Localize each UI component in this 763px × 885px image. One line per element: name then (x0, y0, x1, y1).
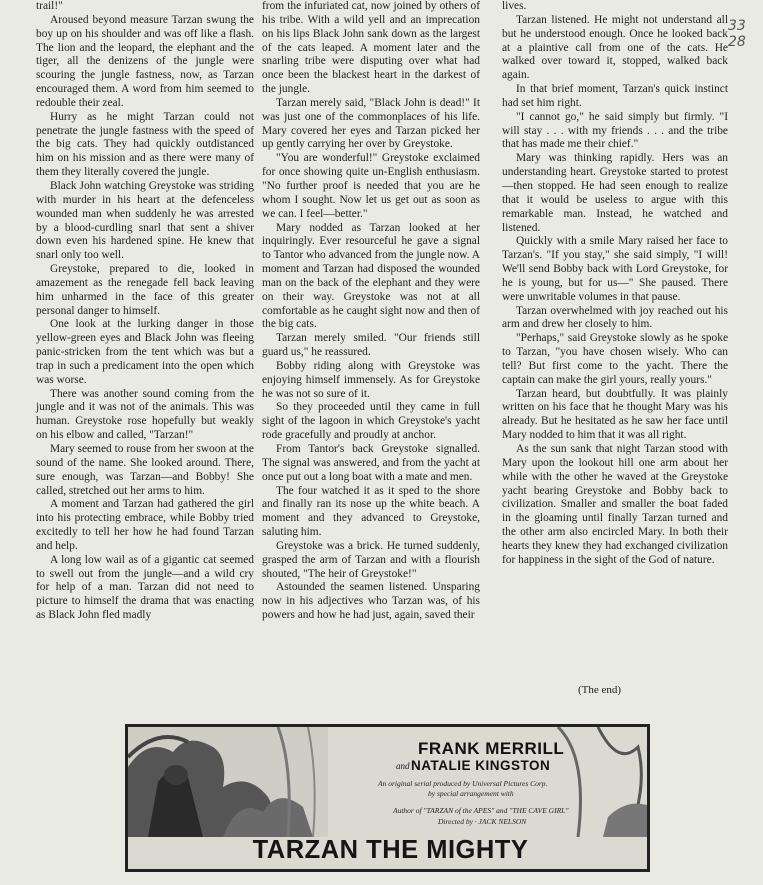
paragraph: lives. (502, 0, 527, 12)
paragraph: A moment and Tarzan had gathered the girl into his protecting embrace, while Bobby tried excitedly to tell her how he had found Tarzan and help. (36, 498, 254, 552)
paragraph: Mary seemed to rouse from her swoon at the sound of the name. She looked around. There, sure enough, was Tarzan—and Bobby! She called, stretched out her arms to him. (36, 443, 254, 497)
paragraph: There was another sound coming from the jungle and it was not of the animals. This was human. Greystoke rose hopefully but weakly on his elbow and called, "Tarzan!" (36, 387, 254, 442)
paragraph: Black John watching Greystoke was striding with murder in his heart at the defenceless wounded man when suddenly he was arrested by a blood-curdling snarl that sent a shiver down even his hardened spine. He knew that snarl only too well. (36, 179, 254, 262)
paragraph: So they proceeded until they came in full sight of the lagoon in which Greystoke's yacht rode gracefully and proudly at anchor. (262, 401, 480, 442)
paragraph: A long low wail as of a gigantic cat seemed to swell out from the jungle—and a wild cry for help of a man. Tarzan did not need to picture to himself the drama that was enacting as Black John fled madly (36, 553, 254, 622)
paragraph: From Tantor's back Greystoke signalled. The signal was answered, and from the yacht at once put out a long boat with a mate and men. (262, 443, 480, 483)
paragraph: Mary nodded as Tarzan looked at her inquiringly. Ever resourceful he gave a signal to Tantor who advanced from the jungle now. A moment and Tarzan had disposed the wounded man on the back of the elephant and they were on their way. Greystoke was not at all comfortable as he caught sight now and then of the big cats. (262, 221, 480, 331)
paragraph: "You are wonderful!" Greystoke exclaimed for once showing quite un-English enthusiasm. "No further proof is needed that you are he whom I sought. Now let us get out as soon as we can. I feel—better." (262, 152, 480, 220)
paragraph: The four watched it as it sped to the shore and finally ran its nose up the white beach. A moment and they advanced to Greystoke, saluting him. (262, 484, 480, 539)
director-credit: Directed by · JACK NELSON (438, 817, 527, 826)
star-name-frank-merrill: FRANK MERRILL (418, 739, 565, 758)
paragraph: from the infuriated cat, now joined by others of his tribe. With a wild yell and an imprecation on his lips Black John sank down as the largest of the cats leaped. A moment later and the snarling tribe were disputing over what had once been the blackest heart in the darkest of the jungle. (262, 0, 480, 96)
paragraph: Tarzan listened. He might not understand all but he understood enough. Once he looked back at a plaintive call from one of the cats. He walked over toward it, stopped, walked back again. (502, 13, 728, 82)
paragraph: Aroused beyond measure Tarzan swung the boy up on his shoulder and was off like a flash. The lion and the leopard, the elephant and the tiger, all the denizens of the jungle were scouring the jungle fastness, now, as Tarzan encouraged them. A word from him seemed to redouble their zeal. (36, 13, 254, 109)
paragraph: Tarzan heard, but doubtfully. It was plainly written on his face that he thought Mary was his already. But he hesitated as he saw her face until Mary nodded to him that it was all right. (502, 387, 728, 442)
paragraph: Bobby riding along with Greystoke was enjoying himself immensely. As for Greystoke he was not so sure of it. (262, 359, 480, 400)
author-credit: Author of "TARZAN of the APES" and "THE CAVE GIRL" (393, 806, 569, 815)
paragraph: Astounded the seamen listened. Unsparing now in his adjectives who Tarzan was, of his powers and how he had just, again, saved their (262, 581, 480, 622)
the-end-label: (The end) (578, 684, 622, 696)
text-column-3 (502, 0, 728, 568)
producer-credit: An original serial produced by Universal Pictures Corp. (378, 779, 548, 788)
paragraph: Greystoke, prepared to die, looked in amazement as the renegade fell back leaving him unharmed in the face of this greater personal danger to himself. (36, 263, 254, 317)
paragraph: Tarzan merely said, "Black John is dead!" It was just one of the commonplaces of his life. Mary covered her eyes and Tarzan picked her up gently carrying her over by Greystoke. (262, 96, 480, 151)
text-column-2 (262, 0, 480, 623)
and-label: and (396, 761, 410, 771)
pencil-page-note: 33 28 (728, 18, 746, 50)
star-name-natalie-kingston: NATALIE KINGSTON (411, 758, 551, 773)
film-advertisement (125, 724, 650, 872)
paragraph: Tarzan overwhelmed with joy reached out his arm and drew her closely to him. (502, 304, 728, 331)
jungle-illustration (128, 727, 328, 837)
paragraph: Tarzan merely smiled. "Our friends still guard us," he reassured. (262, 332, 480, 359)
paragraph: As the sun sank that night Tarzan stood with Mary upon the lookout hill one arm about her while with the other he waved at the Greystoke yacht bearing Greystoke and Bobby back to civilization. Smaller and smaller the boat faded in the gloaming until finally Tarzan turned and the other arm also encircled Mary. In both their hearts they knew they had exchanged civilization for happiness in the sight of the God of nature. (502, 443, 728, 566)
paragraph: One look at the lurking danger in those yellow-green eyes and Black John was fleeing panic-stricken from the tent which was but a trap in such a predicament into the open which was worse. (36, 318, 254, 386)
paragraph: Mary was thinking rapidly. Hers was an understanding heart. Greystoke started to protest—then stopped. He had seen enough to realize that it would be useless to argue with this remarkable man. Instead, he watched and listened. (502, 152, 728, 234)
paragraph: "I cannot go," he said simply but firmly. "I will stay . . . with my friends . . . and the tribe that has made me their chief." (502, 110, 728, 151)
text-column-1 (36, 0, 254, 623)
film-title: TARZAN THE MIGHTY (252, 836, 529, 864)
paragraph: Quickly with a smile Mary raised her face to Tarzan's. "If you stay," she said simply, "I will! We'll send Bobby back with Lord Greystoke, for he is young, but for us—" She paused. There were unwritable volumes in that pause. (502, 235, 728, 303)
paragraph: In that brief moment, Tarzan's quick instinct had set him right. (502, 83, 728, 109)
paragraph: "Perhaps," said Greystoke slowly as he spoke to Tarzan, "you have chosen wisely. Who can tell? But first come to the yacht. There the captain can make the girl yours, really yours." (502, 332, 728, 386)
paragraph: Hurry as he might Tarzan could not penetrate the jungle fastness with the speed of the big cats. They had quickly outdistanced him on his mission and as there were many of them they literally covered the jungle. (36, 110, 254, 179)
arrangement-credit: by special arrangement with (428, 789, 514, 798)
paragraph: Greystoke was a brick. He turned suddenly, grasped the arm of Tarzan and with a flourish shouted, "The heir of Greystoke!" (262, 539, 480, 580)
paragraph: trail!" (36, 0, 63, 12)
